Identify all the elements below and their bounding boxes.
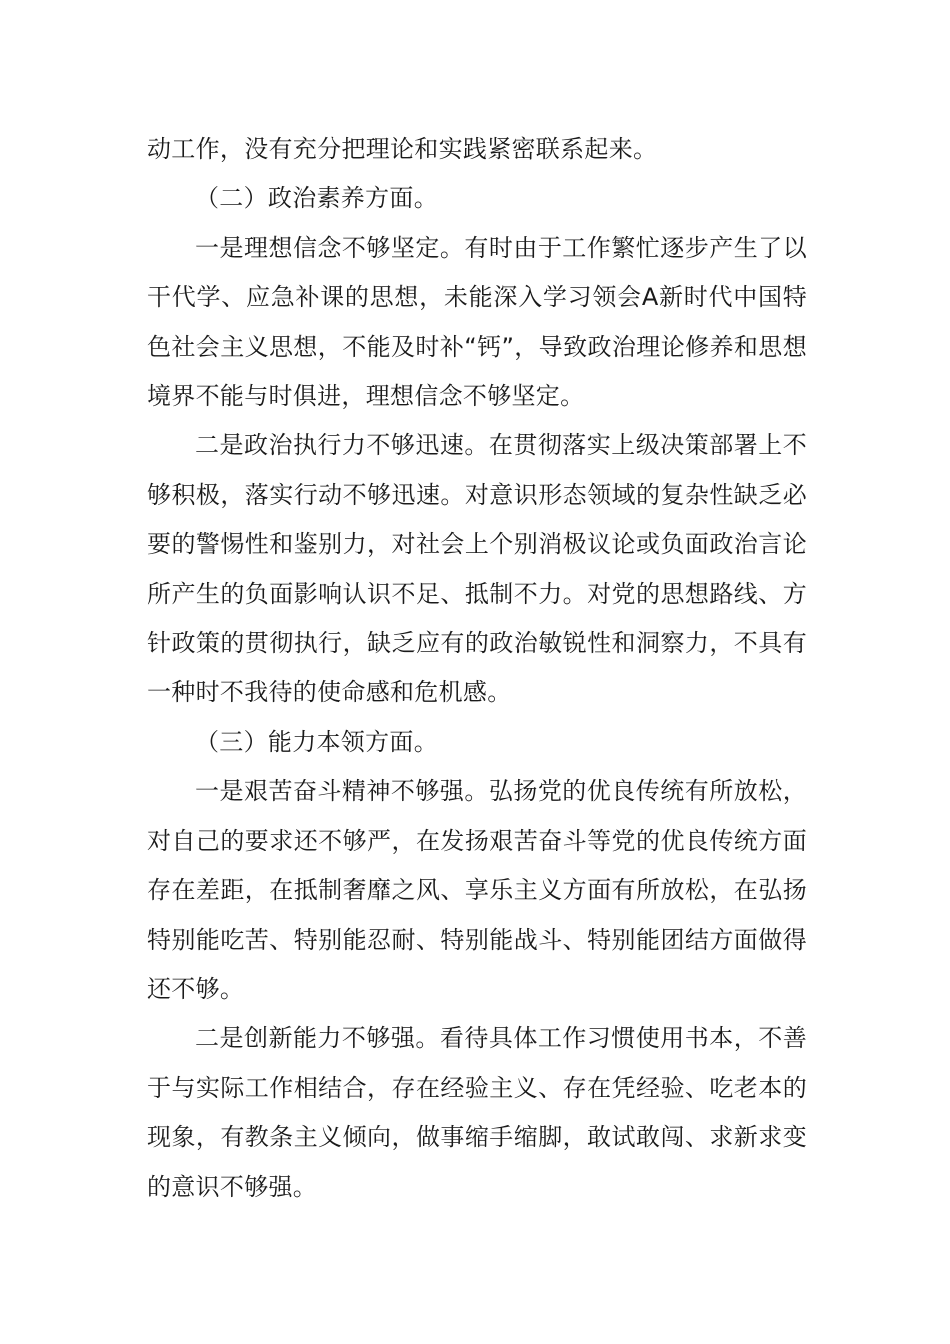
paragraph-hard-work-spirit: 一是艰苦奋斗精神不够强。弘扬党的优良传统有所放松，对自己的要求还不够严，在发扬艰苦奋斗等党的优良传统方面存在差距，在抵制奢靡之风、享乐主义方面有所放松，在弘扬特别能吃苦、特别能忍耐、特别能战斗、特别能团结方面做得还不够。 — [147, 777, 807, 1003]
paragraph-innovation-ability: 二是创新能力不够强。看待具体工作习惯使用书本，不善于与实际工作相结合，存在经验主义、存在凭经验、吃老本的现象，有教条主义倾向，做事缩手缩脚，敢试敢闯、求新求变的意识不够强。 — [147, 1024, 807, 1201]
paragraph-ideals-beliefs: 一是理想信念不够坚定。有时由于工作繁忙逐步产生了以干代学、应急补课的思想，未能深入学习领会A新时代中国特色社会主义思想，不能及时补“钙”，导致政治理论修养和思想境界不能与时俱进，理想信念不够坚定。 — [147, 233, 807, 411]
section-heading-political-literacy: （二）政治素养方面。 — [195, 184, 438, 213]
paragraph-political-execution: 二是政治执行力不够迅速。在贯彻落实上级决策部署上不够积极，落实行动不够迅速。对意识形态领域的复杂性缺乏必要的警惕性和鉴别力，对社会上个别消极议论或负面政治言论所产生的负面影响认识不足、抵制不力。对党的思想路线、方针政策的贯彻执行，缺乏应有的政治敏锐性和洞察力，不具有一种时不我待的使命感和危机感。 — [147, 431, 807, 707]
document-body — [147, 125, 807, 1212]
paragraph-continuation: 动工作，没有充分把理论和实践紧密联系起来。 — [147, 135, 658, 163]
section-heading-capability: （三）能力本领方面。 — [195, 727, 438, 756]
